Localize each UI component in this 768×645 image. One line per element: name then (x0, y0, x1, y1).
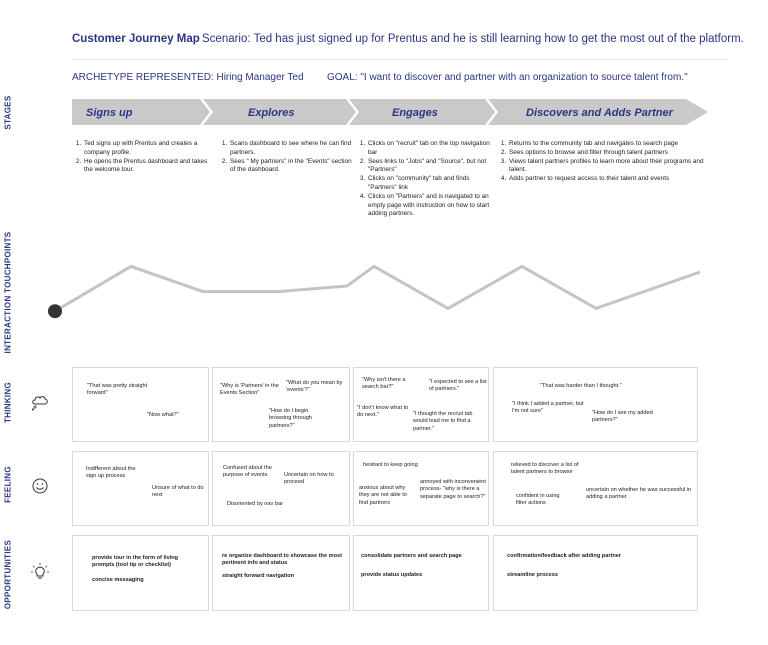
touchpoint-line (55, 266, 700, 311)
step-item: 2. Sees links to "Jobs" and "Source", but not "Partners" (367, 158, 492, 176)
step-item: 1. Scans dashboard to see where he can find partners. (229, 140, 357, 158)
row-label-touchpoints: INTERACTION TOUCHPOINTS (3, 231, 13, 354)
feeling-note: Disoriented by nav bar (227, 501, 283, 507)
stage-name-engages: Engages (392, 107, 438, 119)
scenario-text: Scenario: Ted has just signed up for Prentus and he is still learning how to get the most out of the platform. (202, 33, 744, 45)
opportunity-note: re organize dashboard to showcase the most pertinent info and status (222, 553, 342, 567)
feeling-note: Uncertain on how to proceed (284, 472, 334, 486)
step-item: 2. Sees options to browse and filter through talent partners (508, 149, 708, 158)
row-label-thinking: THINKING (3, 381, 13, 424)
feeling-note: annoyed with inconvenient process- "why is there a separate page to search?" (420, 479, 486, 500)
opportunities-card-engages (353, 535, 489, 611)
journey-start-dot (48, 304, 62, 318)
stage-name-signs-up: Signs up (86, 107, 133, 119)
feeling-note: Unsure of what to do next (152, 485, 204, 499)
thought-note: "Why isn't there a search bar?" (362, 377, 406, 391)
thought-note: "I don't know what to do next." (357, 405, 409, 419)
stage-name-discovers: Discovers and Adds Partner (526, 107, 673, 119)
feeling-note: confident in using filter actions (516, 493, 560, 507)
thinking-card-discovers (493, 367, 698, 442)
stage-name-explores: Explores (248, 107, 295, 119)
thought-note: "I thought the recruit tab would lead me to find a partner." (413, 411, 473, 432)
thought-note: "What do you mean by 'events'?" (286, 380, 343, 394)
step-item: 4. Adds partner to request access to their talent and events (508, 175, 708, 184)
thought-cloud-icon (30, 392, 50, 412)
opportunity-note: consolidate partners and search page (361, 553, 462, 559)
thought-note: "Now what?" (147, 412, 179, 418)
thinking-card-engages (353, 367, 489, 442)
thought-note: "Why is 'Partners' in the Events Section" (220, 383, 279, 397)
thought-note: "That was harder than I thought." (540, 383, 622, 389)
thought-note: "That was pretty straight forward" (87, 383, 148, 397)
thought-note: "How do I see my added partners?" (592, 410, 653, 424)
opportunity-note: provide tour in the form of living prompts (tool tip or checklist) (92, 555, 179, 569)
opportunity-note: streamline process (507, 572, 558, 578)
row-label-stages: STAGES (3, 95, 13, 130)
feeling-note: Confused about the purpose of events (223, 465, 272, 479)
opportunities-card-signs-up (72, 535, 209, 611)
feeling-note: uncertain on whether he was successful in adding a partner (586, 487, 692, 501)
opportunities-card-explores (212, 535, 350, 611)
step-item: 3. Views talent partners profiles to learn more about their programs and talent. (508, 158, 708, 176)
feeling-note: Indifferent about the sign up process (86, 466, 136, 480)
archetype-text: ARCHETYPE REPRESENTED: Hiring Manager Ted (72, 72, 304, 83)
step-item: 1. Returns to the community tab and navigates to search page (508, 140, 708, 149)
step-item: 1. Ted signs up with Prentus and creates a company profile. (83, 140, 215, 158)
row-label-feeling: FEELING (3, 466, 13, 503)
feeling-card-signs-up (72, 451, 209, 526)
opportunity-note: straight forward navigation (222, 573, 295, 579)
opportunity-note: provide status updates (361, 572, 423, 578)
goal-text: GOAL: "I want to discover and partner with an organization to source talent from." (327, 72, 688, 83)
feeling-note: hesitant to keep going (363, 462, 418, 468)
step-item: 2. Sees " My partners" in the "Events" section of the dashboard. (229, 158, 357, 176)
smiley-face-icon (30, 476, 50, 496)
row-label-opportunities: OPPORTUNITIES (3, 539, 13, 610)
step-item: 1. Clicks on "recruit" tab on the top navigation bar (367, 140, 492, 158)
feeling-card-explores (212, 451, 350, 526)
feeling-card-engages (353, 451, 489, 526)
step-item: 4. Clicks on "Partners" and is navigated to an empty page with instruction on how to start adding partners. (367, 193, 492, 219)
page-title: Customer Journey Map (72, 33, 200, 45)
thinking-card-explores (212, 367, 350, 442)
feeling-note: anxious about why they are not able to find partners (359, 485, 407, 506)
lightbulb-icon (30, 562, 50, 582)
thought-note: "How do I begin browsing through partners?" (269, 408, 312, 429)
thought-note: "I expected to see a list of partners." (429, 379, 487, 393)
opportunity-note: concise messaging (92, 577, 144, 583)
feeling-card-discovers (493, 451, 698, 526)
thinking-card-signs-up (72, 367, 209, 442)
thought-note: "I think I added a partner, but I'm not sure" (512, 401, 584, 415)
step-item: 2. He opens the Prentus dashboard and takes the welcome tour. (83, 158, 215, 176)
opportunities-card-discovers (493, 535, 698, 611)
step-item: 3. Clicks on "community" tab and finds "Partners" link (367, 175, 492, 193)
feeling-note: relieved to discover a list of talent partners to browse (511, 462, 579, 476)
opportunity-note: confirmation/feedback after adding partner (507, 553, 622, 559)
